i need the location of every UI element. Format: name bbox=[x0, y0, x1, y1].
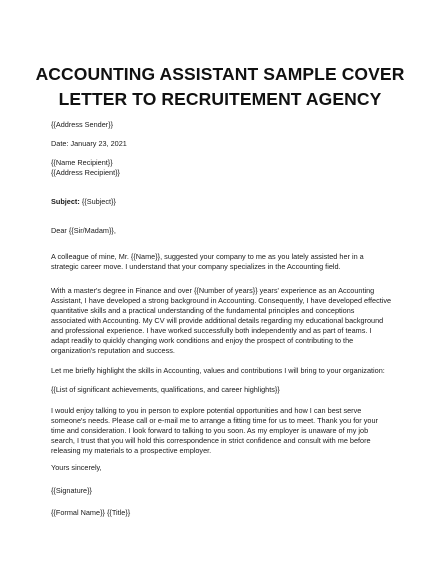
salutation: Dear {{Sir/Madam}}, bbox=[51, 226, 116, 235]
signature-placeholder: {{Signature}} bbox=[51, 486, 92, 495]
recipient-name: {{Name Recipient}} bbox=[51, 158, 113, 167]
paragraph-line: Assistant, I have developed a strong background in Accounting. Consequently, I have developed effective bbox=[51, 296, 392, 305]
sender-address: {{Address Sender}} bbox=[51, 120, 114, 129]
subject-line bbox=[51, 197, 403, 207]
subject-value: {{Subject}} bbox=[79, 197, 116, 206]
closing: Yours sincerely, bbox=[51, 463, 102, 472]
paragraph-line: time and consideration. I look forward to talking to you soon. As my employer is unaware of my job bbox=[51, 426, 369, 435]
paragraph-line: A colleague of mine, Mr. {{Name}}, suggested your company to me as you lately assisted her in a bbox=[51, 252, 364, 261]
highlights-placeholder: {{List of significant achievements, qualifications, and career highlights}} bbox=[51, 385, 280, 394]
paragraph-line: I would enjoy talking to you in person to explore potential opportunities and how I can best serve bbox=[51, 406, 362, 415]
paragraph-4 bbox=[51, 406, 403, 456]
recipient-address: {{Address Recipient}} bbox=[51, 168, 120, 177]
letter-date: Date: January 23, 2021 bbox=[51, 139, 127, 148]
paragraph-line: associated with Accounting. My CV will provide additional details regarding my educational background bbox=[51, 316, 384, 325]
formal-name-title: {{Formal Name}} {{Title}} bbox=[51, 508, 131, 517]
document-title bbox=[20, 62, 420, 112]
paragraph-line: adapt readily to quickly changing work conditions and enjoy the prospect of contributing to the bbox=[51, 336, 354, 345]
paragraph-2 bbox=[51, 286, 403, 356]
title-line-2: LETTER TO RECRUITEMENT AGENCY bbox=[58, 89, 382, 109]
paragraph-line: strategic career move. I understand that your company specializes in the Accounting field. bbox=[51, 262, 341, 271]
subject-label: Subject: bbox=[51, 197, 80, 206]
paragraph-1 bbox=[51, 252, 403, 272]
paragraph-line: releasing my materials to a prospective employer. bbox=[51, 446, 212, 455]
paragraph-line: With a master's degree in Finance and over {{Number of years}} years' experience as an Accounting bbox=[51, 286, 375, 295]
paragraph-line: search, I trust that you will hold this correspondence in strict confidence and consult with me before bbox=[51, 436, 371, 445]
paragraph-3: Let me briefly highlight the skills in Accounting, values and contributions I will bring to your organization: bbox=[51, 366, 385, 375]
paragraph-line: someone's needs. Please call or e-mail me to arrange a fitting time for us to meet. Thank you for your bbox=[51, 416, 378, 425]
title-line-1: ACCOUNTING ASSISTANT SAMPLE COVER bbox=[35, 64, 405, 84]
paragraph-line: quantitative skills and a practical understanding of the fundamental principles and conceptions bbox=[51, 306, 355, 315]
paragraph-line: and professional experience. I have worked successfully both independently and as part of teams. I bbox=[51, 326, 372, 335]
paragraph-line: organization's reputation and success. bbox=[51, 346, 175, 355]
